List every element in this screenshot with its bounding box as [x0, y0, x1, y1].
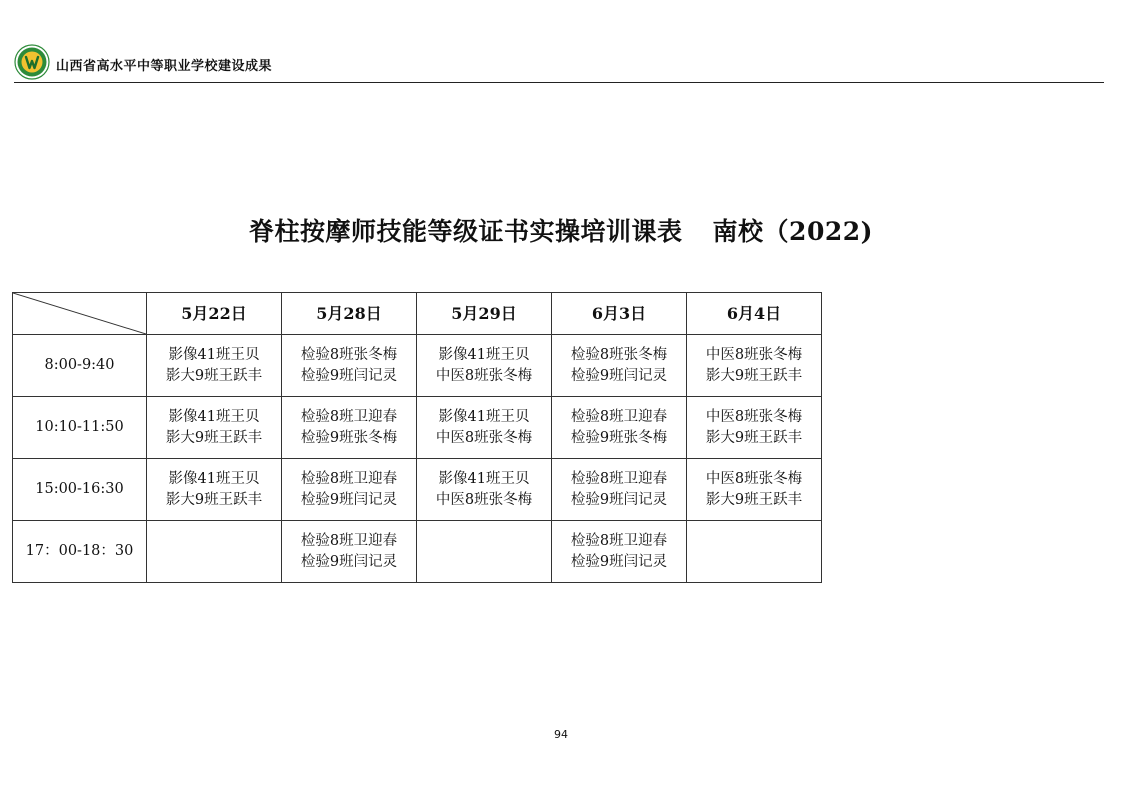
class-cell — [687, 521, 822, 583]
date-header: 5月28日 — [282, 293, 417, 335]
time-slot: 15:00-16:30 — [13, 459, 147, 521]
time-slot: 10:10-11:50 — [13, 397, 147, 459]
class-cell: 检验8班卫迎春 检验9班闫记灵 — [552, 459, 687, 521]
table-row — [13, 459, 822, 521]
header-divider — [14, 82, 1104, 83]
date-header: 5月29日 — [417, 293, 552, 335]
page-number: 94 — [554, 728, 568, 741]
class-cell: 检验8班卫迎春 检验9班张冬梅 — [282, 397, 417, 459]
diagonal-corner-cell — [13, 293, 147, 335]
document-title — [0, 212, 1122, 248]
schedule-table — [12, 292, 822, 583]
class-cell: 影像41班王贝 影大9班王跃丰 — [147, 397, 282, 459]
class-cell: 中医8班张冬梅 影大9班王跃丰 — [687, 459, 822, 521]
table-row — [13, 397, 822, 459]
title-campus: 南校（2022) — [712, 217, 873, 246]
class-cell — [417, 521, 552, 583]
class-cell: 影像41班王贝 中医8班张冬梅 — [417, 459, 552, 521]
school-emblem-icon — [14, 44, 50, 80]
title-main: 脊柱按摩师技能等级证书实操培训课表 — [249, 217, 683, 246]
class-cell: 影像41班王贝 影大9班王跃丰 — [147, 335, 282, 397]
header-title: 山西省高水平中等职业学校建设成果 — [56, 59, 273, 74]
class-cell: 检验8班张冬梅 检验9班闫记灵 — [282, 335, 417, 397]
class-cell: 检验8班卫迎春 检验9班闫记灵 — [282, 459, 417, 521]
class-cell: 中医8班张冬梅 影大9班王跃丰 — [687, 397, 822, 459]
class-cell: 检验8班卫迎春 检验9班闫记灵 — [552, 521, 687, 583]
time-slot: 17：00-18：30 — [13, 521, 147, 583]
date-header: 6月4日 — [687, 293, 822, 335]
class-cell: 检验8班张冬梅 检验9班闫记灵 — [552, 335, 687, 397]
date-header: 6月3日 — [552, 293, 687, 335]
class-cell: 影像41班王贝 中医8班张冬梅 — [417, 335, 552, 397]
class-cell: 检验8班卫迎春 检验9班张冬梅 — [552, 397, 687, 459]
page-header — [14, 44, 1104, 82]
table-row — [13, 521, 822, 583]
class-cell: 中医8班张冬梅 影大9班王跃丰 — [687, 335, 822, 397]
class-cell: 影像41班王贝 中医8班张冬梅 — [417, 397, 552, 459]
header-row — [13, 293, 822, 335]
class-cell — [147, 521, 282, 583]
class-cell: 检验8班卫迎春 检验9班闫记灵 — [282, 521, 417, 583]
time-slot: 8:00-9:40 — [13, 335, 147, 397]
diagonal-line — [13, 293, 146, 334]
table-row — [13, 335, 822, 397]
date-header: 5月22日 — [147, 293, 282, 335]
class-cell: 影像41班王贝 影大9班王跃丰 — [147, 459, 282, 521]
